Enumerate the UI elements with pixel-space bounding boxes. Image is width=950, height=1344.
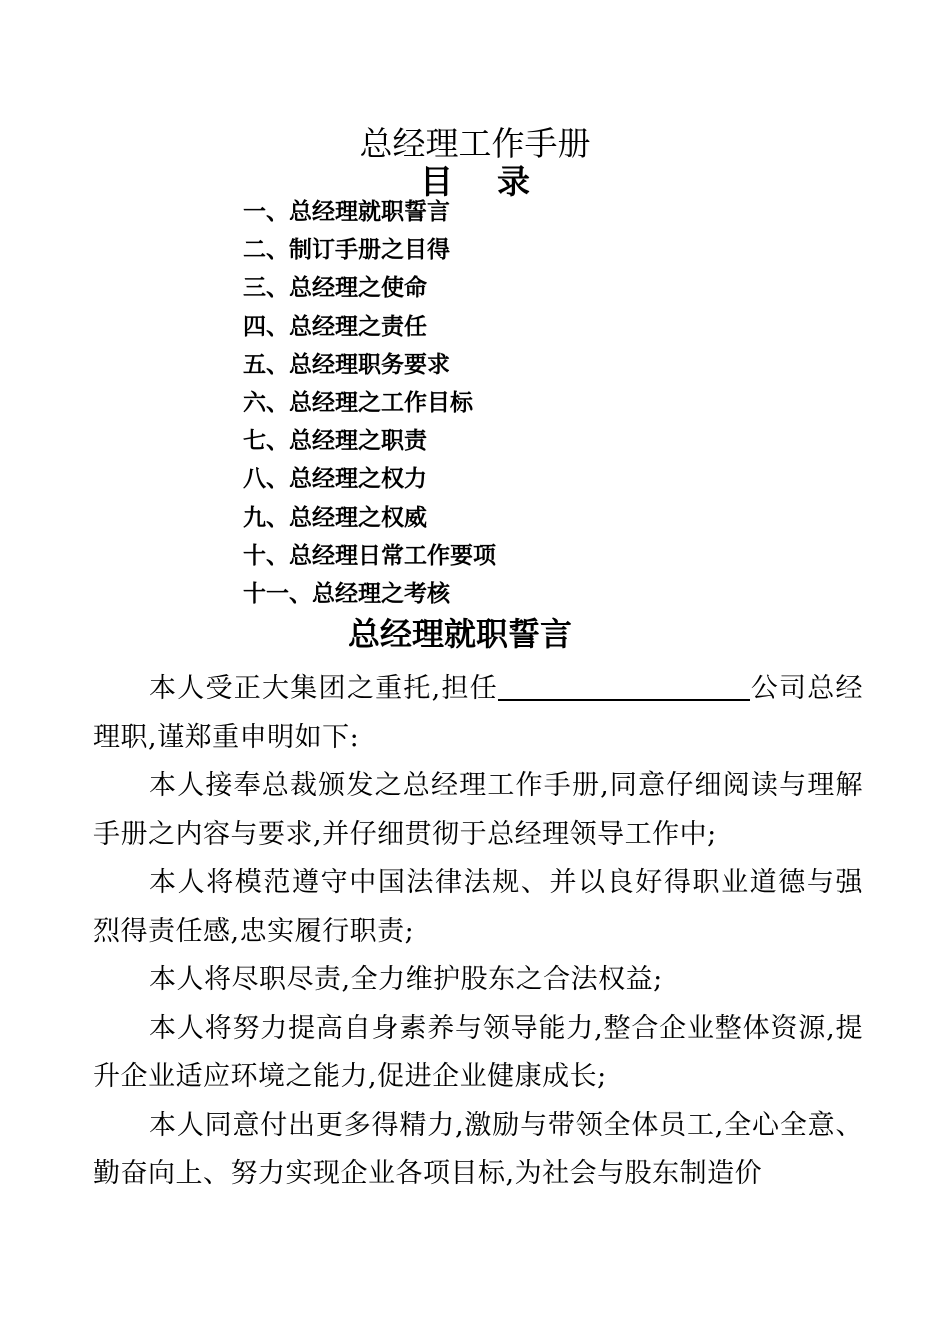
company-name-blank bbox=[498, 672, 750, 701]
oath-body bbox=[93, 665, 863, 1199]
toc-heading-left: 目 bbox=[420, 162, 453, 201]
toc-item: 六、总经理之工作目标 bbox=[243, 389, 473, 416]
oath-paragraph: 本人将模范遵守中国法律法规、并以良好得职业道德与强烈得责任感,忠实履行职责; bbox=[93, 867, 863, 947]
toc-item: 七、总经理之职责 bbox=[243, 428, 427, 455]
toc-item: 十、总经理日常工作要项 bbox=[243, 542, 496, 569]
toc-item: 五、总经理职务要求 bbox=[243, 351, 450, 378]
oath-paragraph: 本人将努力提高自身素养与领导能力,整合企业整体资源,提升企业适应环境之能力,促进企业健康成长; bbox=[93, 1012, 863, 1092]
oath-intro-after: 公司总经理职,谨郑重申明如下: bbox=[93, 673, 863, 753]
toc-item: 三、总经理之使命 bbox=[243, 275, 427, 302]
oath-intro-paragraph bbox=[93, 665, 863, 762]
document-title: 总经理工作手册 bbox=[359, 124, 591, 163]
table-of-contents bbox=[243, 195, 496, 615]
toc-item: 四、总经理之责任 bbox=[243, 313, 427, 340]
toc-item: 二、制订手册之目得 bbox=[243, 237, 450, 264]
oath-paragraph: 本人接奉总裁颁发之总经理工作手册,同意仔细阅读与理解手册之内容与要求,并仔细贯彻于总经理领导工作中; bbox=[93, 770, 863, 850]
oath-paragraph: 本人将尽职尽责,全力维护股东之合法权益; bbox=[149, 964, 663, 995]
oath-paragraph: 本人同意付出更多得精力,激励与带领全体员工,全心全意、勤奋向上、努力实现企业各项目标,为社会与股东制造价 bbox=[93, 1109, 863, 1189]
section-title: 总经理就职誓言 bbox=[347, 615, 572, 653]
toc-item: 十一、总经理之考核 bbox=[243, 580, 450, 607]
toc-item: 八、总经理之权力 bbox=[243, 466, 427, 493]
toc-item: 九、总经理之权威 bbox=[243, 504, 427, 531]
toc-heading-right: 录 bbox=[497, 162, 530, 201]
oath-intro-before: 本人受正大集团之重托,担任 bbox=[149, 673, 498, 704]
toc-item: 一、总经理就职誓言 bbox=[243, 199, 450, 225]
